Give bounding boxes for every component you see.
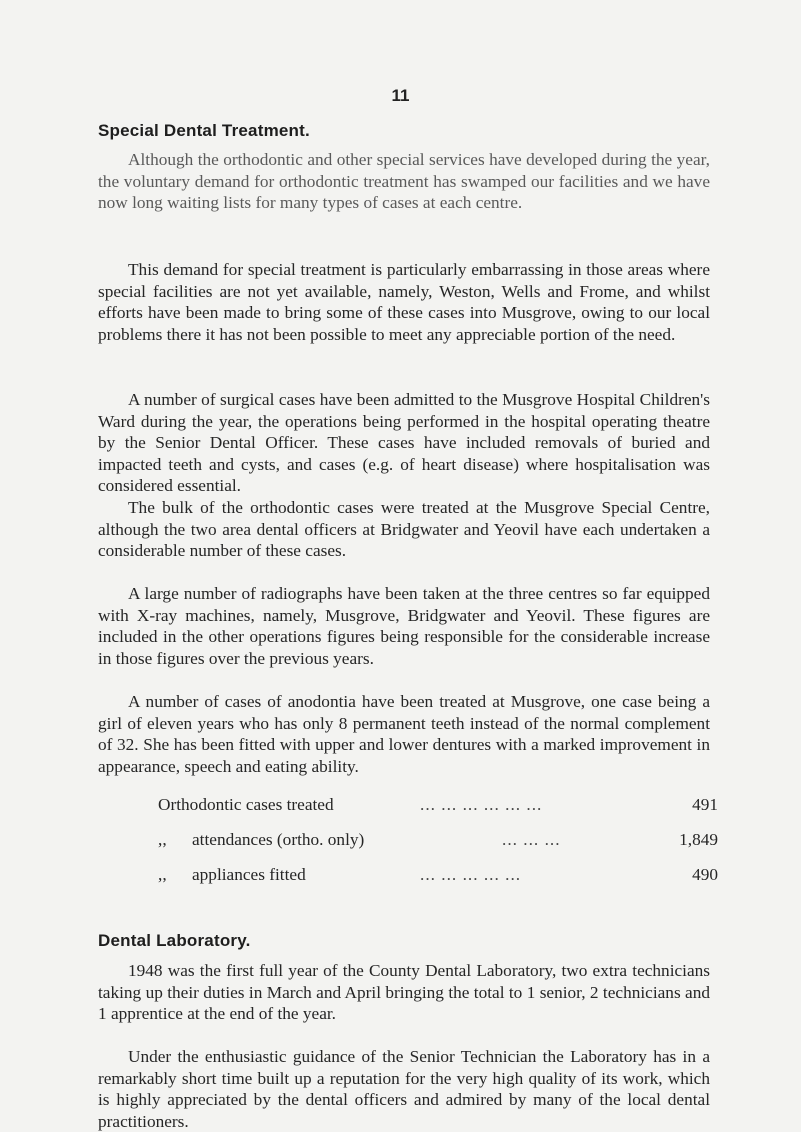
paragraph: A large number of radiographs have been taken at the three centres so far equipped with X-ray machines, namely, Musgrove, Bridgwater and Yeovil. These figures are included in the other operations figures being responsible for the considerable increase in those figures over the previous years. (98, 584, 710, 668)
ditto-mark: ,, (158, 830, 167, 849)
stats-row (158, 794, 718, 829)
stats-row (158, 864, 718, 899)
page-number: 11 (391, 86, 410, 105)
paragraph: Under the enthusiastic guidance of the Senior Technician the Laboratory has in a remarkably short time built up a reputation for the very high quality of its work, which is highly appreciated by the dental officers and admired by many of the local dental practitioners. (98, 1047, 710, 1131)
stats-label: attendances (ortho. only) (192, 830, 365, 849)
paragraph: Although the orthodontic and other special services have developed during the year, the voluntary demand for orthodontic treatment has swamped our facilities and we have now long waiting lists for many types of cases at each centre. (98, 150, 710, 212)
paragraph: A number of cases of anodontia have been treated at Musgrove, one case being a girl of eleven years who has only 8 permanent teeth instead of the normal complement of 32. She has been fitted with upper and lower dentures with a marked improvement in appearance, speech and eating ability. (98, 692, 710, 776)
dot-leaders: ... ... ... (502, 830, 561, 849)
paragraph: This demand for special treatment is particularly embarrassing in those areas where special facilities are not yet available, namely, Weston, Wells and Frome, and whilst efforts have been made to bring some of these cases into Musgrove, owing to our local problems there it has not been possible to meet any appreciable portion of the need. (98, 260, 710, 344)
paragraph: 1948 was the first full year of the County Dental Laboratory, two extra technicians taking up their duties in March and April bringing the total to 1 senior, 2 technicians and 1 apprentice at the end of the year. (98, 961, 710, 1023)
stats-value: 1,849 (679, 830, 718, 849)
section-heading-dental-laboratory: Dental Laboratory. (98, 931, 251, 950)
ditto-mark: ,, (158, 865, 167, 884)
stats-label: appliances fitted (192, 865, 306, 884)
paragraph: A number of surgical cases have been admitted to the Musgrove Hospital Children's Ward during the year, the operations being performed in the hospital operating theatre by the Senior Dental Officer. These cases have included removals of buried and impacted teeth and cysts, and cases (e.g. of heart disease) where hospitalisation was considered essential. (98, 390, 710, 495)
stats-row (158, 829, 718, 864)
stats-value: 491 (692, 795, 718, 814)
dot-leaders: ... ... ... ... ... ... (420, 795, 543, 814)
stats-value: 490 (692, 865, 718, 884)
orthodontic-stats-list (158, 794, 718, 899)
stats-label: Orthodontic cases treated (158, 795, 334, 814)
paragraph: The bulk of the orthodontic cases were treated at the Musgrove Special Centre, although the two area dental officers at Bridgwater and Yeovil have each undertaken a considerable number of these cases. (98, 498, 710, 560)
dot-leaders: ... ... ... ... ... (420, 865, 522, 884)
section-heading-special-dental-treatment: Special Dental Treatment. (98, 121, 310, 140)
